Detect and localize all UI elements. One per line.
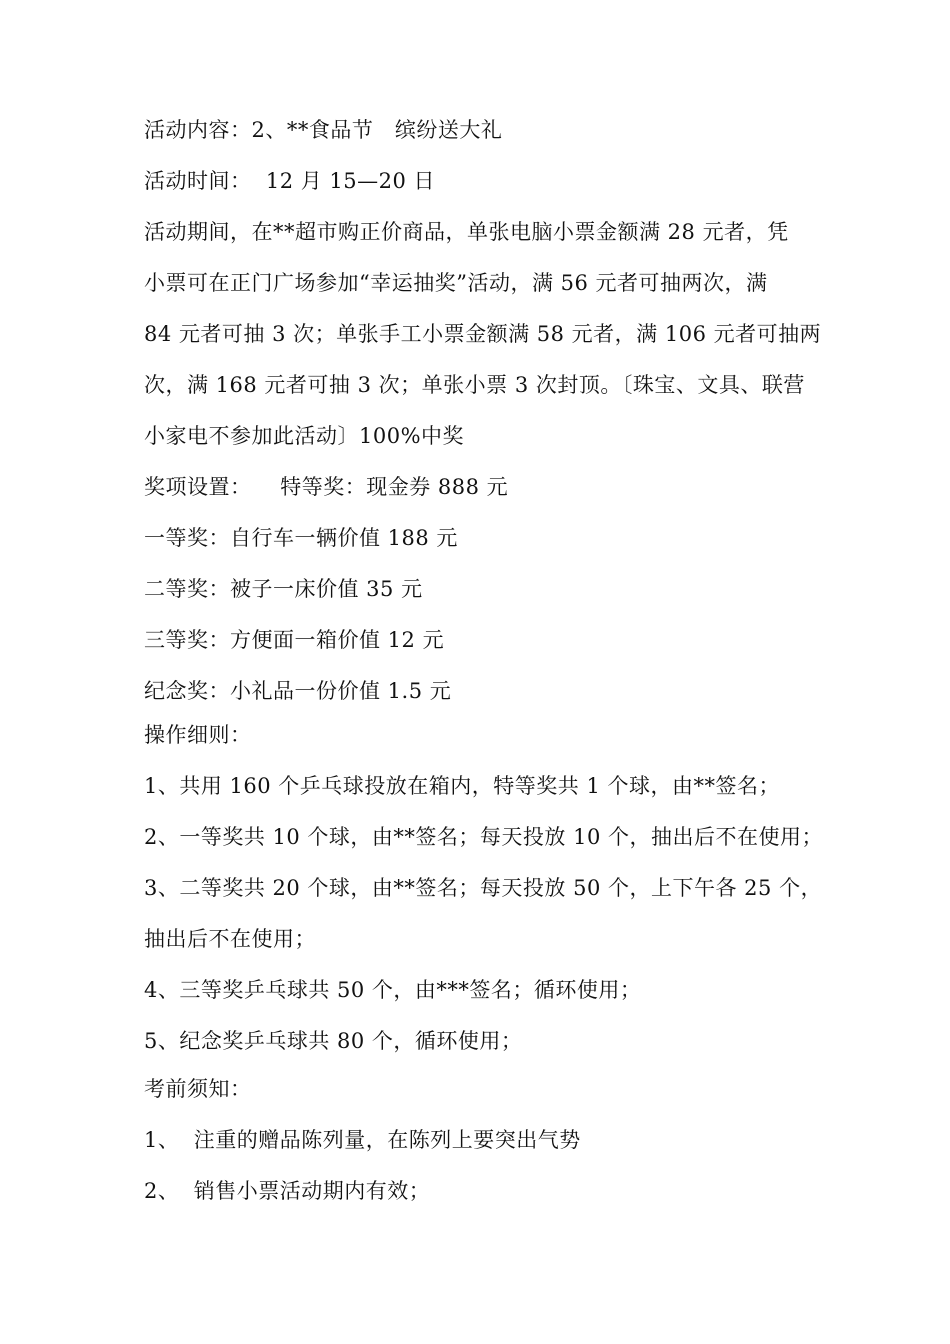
- line-activity-time: 活动时间： 12 月 15—20 日: [144, 169, 436, 193]
- line-prize-setting: 奖项设置： 特等奖：现金券 888 元: [144, 475, 509, 499]
- line-activity-rules-3: 84 元者可抽 3 次；单张手工小票金额满 58 元者，满 106 元者可抽两: [144, 322, 822, 346]
- line-third-prize: 三等奖：方便面一箱价值 12 元: [144, 628, 445, 652]
- line-activity-rules-1: 活动期间，在**超市购正价商品，单张电脑小票金额满 28 元者，凭: [144, 220, 789, 244]
- line-operation-rule-2: 2、一等奖共 10 个球，由**签名；每天投放 10 个，抽出后不在使用；: [144, 825, 824, 849]
- line-note-1: 1、 注重的赠品陈列量，在陈列上要突出气势: [144, 1128, 581, 1152]
- line-operation-rule-5: 5、纪念奖乒乓球共 80 个，循环使用；: [144, 1029, 523, 1053]
- line-operation-rules-title: 操作细则：: [144, 723, 252, 747]
- line-souvenir-prize: 纪念奖：小礼品一份价值 1.5 元: [144, 679, 452, 703]
- line-operation-rule-1: 1、共用 160 个乒乓球投放在箱内，特等奖共 1 个球，由**签名；: [144, 774, 781, 798]
- line-activity-rules-4: 次，满 168 元者可抽 3 次；单张小票 3 次封顶。〔珠宝、文具、联营: [144, 373, 805, 397]
- line-notes-title: 考前须知：: [144, 1077, 252, 1101]
- line-operation-rule-3-cont: 抽出后不在使用；: [144, 927, 316, 951]
- line-second-prize: 二等奖：被子一床价值 35 元: [144, 577, 423, 601]
- line-activity-rules-2: 小票可在正门广场参加“幸运抽奖”活动，满 56 元者可抽两次，满: [144, 271, 768, 295]
- line-activity-rules-5: 小家电不参加此活动〕100%中奖: [144, 424, 465, 448]
- document-body: [144, 110, 824, 1222]
- line-operation-rule-4: 4、三等奖乒乓球共 50 个，由***签名；循环使用；: [144, 978, 642, 1002]
- line-note-2: 2、 销售小票活动期内有效；: [144, 1179, 431, 1203]
- line-first-prize: 一等奖：自行车一辆价值 188 元: [144, 526, 458, 550]
- line-activity-content: 活动内容：2、**食品节 缤纷送大礼: [144, 118, 503, 142]
- line-operation-rule-3: 3、二等奖共 20 个球，由**签名；每天投放 50 个，上下午各 25 个，: [144, 876, 823, 900]
